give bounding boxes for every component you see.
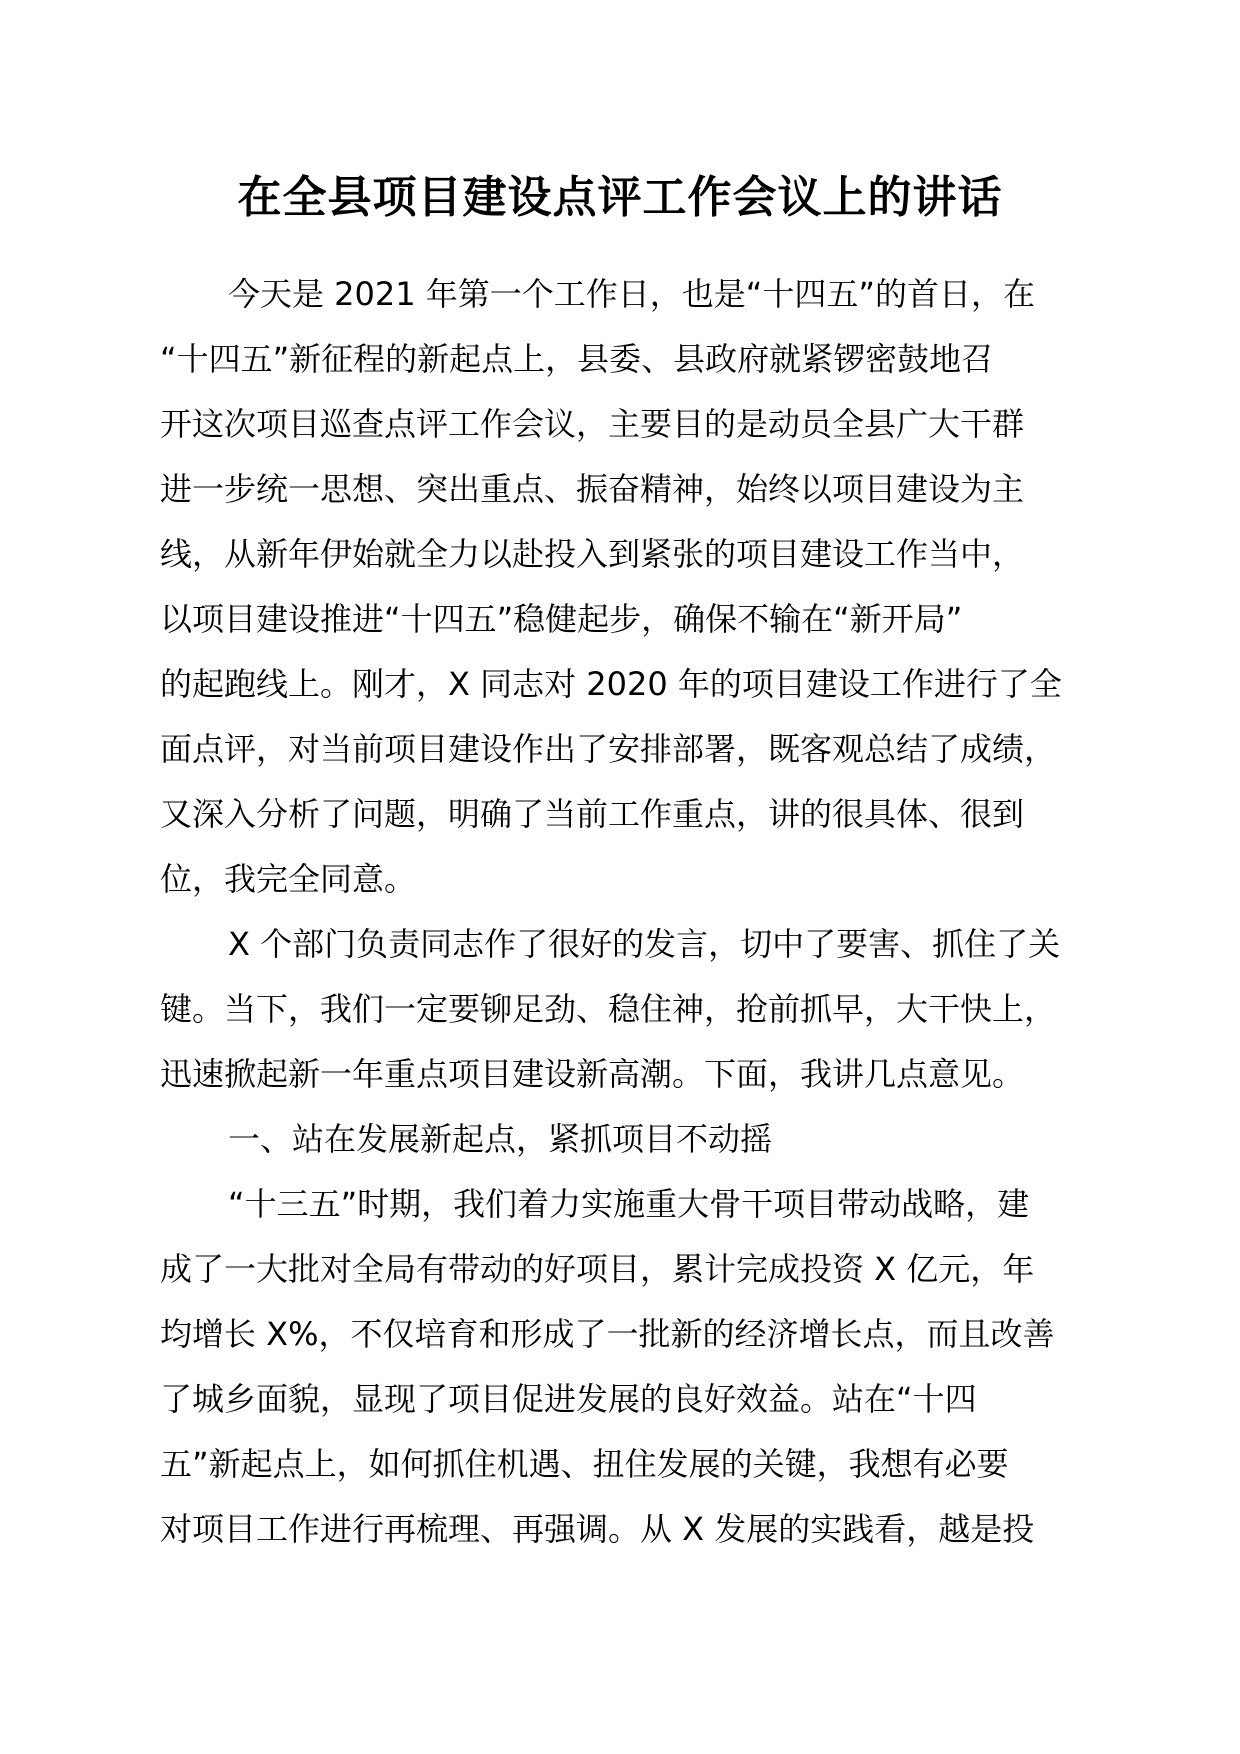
paragraph-line: 以项目建设推进“十四五”稳健起步，确保不输在“新开局”: [160, 600, 963, 638]
paragraph-line: 线，从新年伊始就全力以赴投入到紧张的项目建设工作当中，: [160, 535, 1025, 573]
paragraph-line: 又深入分析了问题，明确了当前工作重点，讲的很具体、很到: [160, 795, 1025, 833]
paragraph-line: 今天是 2021 年第一个工作日，也是“十四五”的首日，在: [228, 275, 1035, 313]
paragraph-line: 开这次项目巡查点评工作会议，主要目的是动员全县广大干群: [160, 405, 1025, 443]
document-body: [160, 262, 1100, 1562]
paragraph-line: 了城乡面貌，显现了项目促进发展的良好效益。站在“十四: [160, 1380, 977, 1418]
document-title: 在全县项目建设点评工作会议上的讲话: [237, 172, 1003, 223]
paragraph-line: X 个部门负责同志作了很好的发言，切中了要害、抓住了关: [228, 925, 1061, 963]
paragraph-line: 键。当下，我们一定要铆足劲、稳住神，抢前抓早，大干快上，: [160, 990, 1057, 1028]
paragraph-line: 迅速掀起新一年重点项目建设新高潮。下面，我讲几点意见。: [160, 1055, 1025, 1093]
paragraph-line: 面点评，对当前项目建设作出了安排部署，既客观总结了成绩，: [160, 730, 1057, 768]
paragraph-line: 成了一大批对全局有带动的好项目，累计完成投资 X 亿元，年: [160, 1250, 1035, 1288]
paragraph-line: 均增长 X%，不仅培育和形成了一批新的经济增长点，而且改善: [160, 1315, 1055, 1353]
paragraph-line: 对项目工作进行再梳理、再强调。从 X 发展的实践看，越是投: [160, 1510, 1035, 1548]
paragraph-line: 的起跑线上。刚才，X 同志对 2020 年的项目建设工作进行了全: [160, 665, 1062, 703]
paragraph-line: 位，我完全同意。: [160, 860, 417, 898]
section-heading: 一、站在发展新起点，紧抓项目不动摇: [228, 1120, 773, 1158]
paragraph-line: “十四五”新征程的新起点上，县委、县政府就紧锣密鼓地召: [160, 340, 994, 378]
paragraph-line: 五”新起点上，如何抓住机遇、扭住发展的关键，我想有必要: [160, 1445, 1009, 1483]
paragraph-line: “十三五”时期，我们着力实施重大骨干项目带动战略，建: [228, 1185, 1030, 1223]
paragraph-line: 进一步统一思想、突出重点、振奋精神，始终以项目建设为主: [160, 470, 1025, 508]
